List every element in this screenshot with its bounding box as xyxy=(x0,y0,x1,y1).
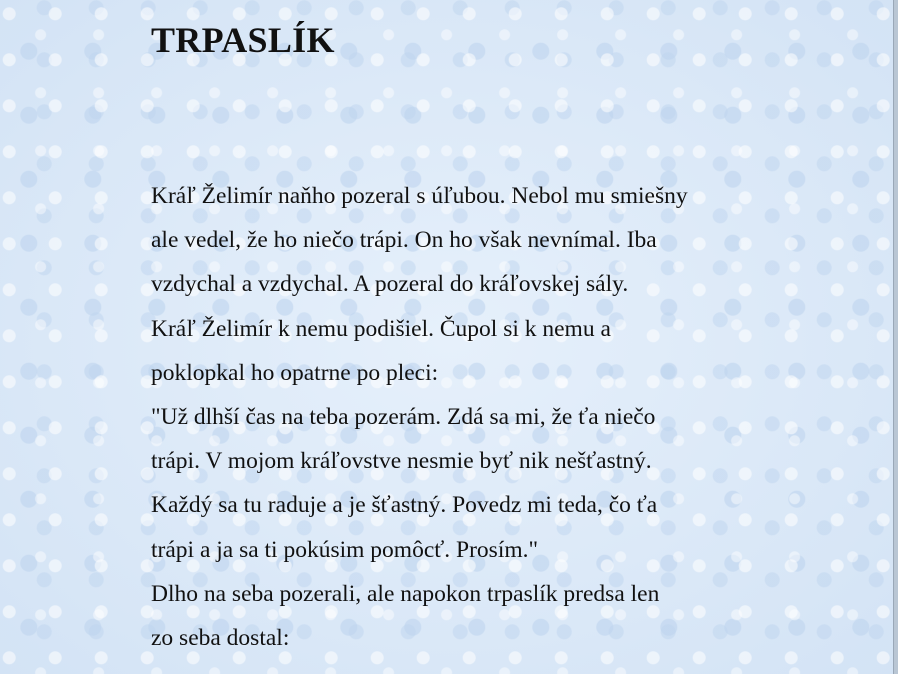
text-line: trápi. V mojom kráľovstve nesmie byť nik nešťastný. xyxy=(151,448,652,475)
text-line: zo seba dostal: xyxy=(151,625,290,652)
text-line: Dlho na seba pozerali, ale napokon trpaslík predsa len xyxy=(151,580,660,607)
window-right-edge xyxy=(893,0,898,674)
story-title: TRPASLÍK xyxy=(151,20,335,60)
text-line: Kráľ Želimír naňho pozeral s úľubou. Nebol mu smiešny xyxy=(151,183,688,209)
text-line: trápi a ja sa ti pokúsim pomôcť. Prosím." xyxy=(151,536,539,563)
text-line: Každý sa tu raduje a je šťastný. Povedz mi teda, čo ťa xyxy=(151,492,658,519)
text-line: vzdychal a vzdychal. A pozeral do kráľovskej sály. xyxy=(151,271,629,298)
text-line: poklopkal ho opatrne po pleci: xyxy=(151,359,439,386)
story-text xyxy=(151,174,771,660)
text-line: "Už dlhší čas na teba pozerám. Zdá sa mi, že ťa niečo xyxy=(151,404,656,431)
text-line: Kráľ Želimír k nemu podišiel. Čupol si k nemu a xyxy=(151,315,611,342)
text-line: ale vedel, že ho niečo trápi. On ho však nevnímal. Iba xyxy=(151,227,657,254)
story-content xyxy=(151,18,771,652)
